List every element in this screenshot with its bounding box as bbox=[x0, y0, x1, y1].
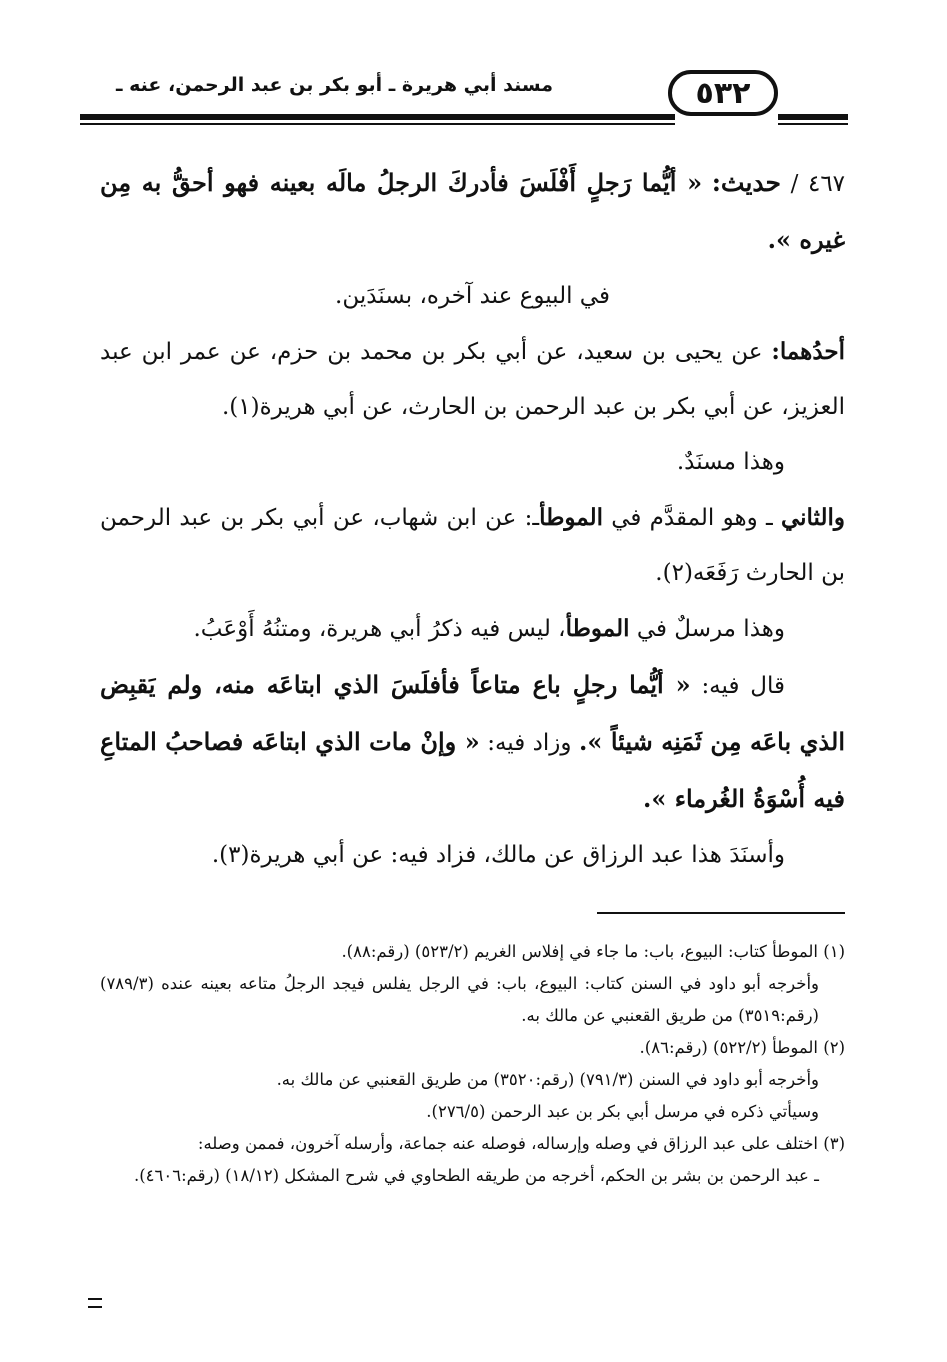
location-line: في البيوع عند آخره، بسنَدَين. bbox=[335, 283, 610, 309]
second-label: والثاني bbox=[780, 504, 845, 531]
second-text: ـ: عن ابن شهاب، عن أبي بكر بن عبد الرحمن بن الحارث رَفَعَه(٢). bbox=[100, 505, 845, 586]
said-pre: قال فيه: bbox=[701, 673, 786, 699]
mursal-pre: وهذا مرسلٌ في bbox=[636, 616, 785, 642]
bottom-mark bbox=[88, 1298, 102, 1308]
first-chain bbox=[100, 324, 845, 435]
page-header bbox=[80, 70, 848, 140]
hadith-text: « أيُّما رَجلٍ أَفْلَسَ فأدركَ الرجلُ مالَه بعينه فهو أحقُّ به مِن غيره ». bbox=[100, 168, 845, 254]
hadith-paragraph bbox=[100, 155, 845, 269]
second-chain bbox=[100, 490, 845, 601]
mursal-note bbox=[100, 601, 845, 657]
said-quote-1: « أيُّما رجلٍ باع متاعاً فأفلَسَ الذي ابتاعَه منه، ولم يَقبِض الذي باعَه مِن ثَمَنِه شيئاً ». bbox=[100, 670, 846, 756]
said-paragraph bbox=[100, 657, 845, 828]
musnad-note: وهذا مسنَدٌ. bbox=[676, 449, 785, 475]
footnote-rule bbox=[597, 912, 845, 914]
footnote-1-cont: وأخرجه أبو داود في السنن كتاب: البيوع، باب: في الرجل يفلس فيجد الرجلُ متاعه بعينه عنده (٧٨٩/٣) (رقم:٣٥١٩) من طريق القعنبي عن مالك به. bbox=[100, 974, 819, 1025]
second-mid: ـ وهو المقدَّم في bbox=[611, 505, 773, 531]
header-rule bbox=[80, 114, 675, 120]
hadith-number: ٤٦٧ / bbox=[790, 171, 846, 197]
running-title: مسند أبي هريرة ـ أبو بكر بن عبد الرحمن، عنه ـ bbox=[116, 74, 553, 96]
mursal-muwatta: الموطأ bbox=[565, 615, 630, 642]
header-rule-thin bbox=[80, 123, 675, 125]
page-number: ٥٣٢ bbox=[668, 70, 778, 116]
footnote-2: (٢) الموطأ (٥٢٢/٢) (رقم:٨٦). bbox=[639, 1038, 845, 1057]
said-mid: وزاد فيه: bbox=[487, 730, 572, 756]
mursal-post: ، ليس فيه ذكرُ أبي هريرة، ومتنُهُ أَوْعَبُ. bbox=[193, 616, 566, 642]
main-text bbox=[100, 155, 845, 883]
asnad-note: وأسنَدَ هذا عبد الرزاق عن مالك، فزاد فيه: عن أبي هريرة(٣). bbox=[211, 842, 785, 868]
footnote-2-cont-2: وسيأتي ذكره في مرسل أبي بكر بن عبد الرحمن (٢٧٦/٥). bbox=[426, 1102, 819, 1121]
footnote-2-cont: وأخرجه أبو داود في السنن (٧٩١/٣) (رقم:٣٥٢٠) من طريق القعنبي عن مالك به. bbox=[276, 1070, 819, 1089]
header-rule-right-thin bbox=[778, 123, 848, 125]
footnote-3-cont: ـ عبد الرحمن بن بشر بن الحكم، أخرجه من طريقه الطحاوي في شرح المشكل (١٨/١٢) (رقم:٤٦٠٦). bbox=[133, 1166, 819, 1185]
footnote-1: (١) الموطأ كتاب: البيوع، باب: ما جاء في إفلاس الغريم (٥٢٣/٢) (رقم:٨٨). bbox=[341, 942, 845, 961]
footnote-3: (٣) اختلف على عبد الرزاق في وصله وإرساله، فوصله عنه جماعة، وأرسله آخرون، فممن وصله: bbox=[197, 1134, 845, 1153]
second-muwatta: الموطأ bbox=[539, 504, 603, 531]
first-text: عن يحيى بن سعيد، عن أبي بكر بن محمد بن حزم، عن عمر ابن عبد العزيز، عن أبي بكر بن عبد الرحمن بن الحارث، عن أبي هريرة(١). bbox=[100, 339, 845, 420]
footnotes bbox=[100, 936, 845, 1192]
header-rule-right bbox=[778, 114, 848, 120]
first-label: أحدُهما: bbox=[771, 338, 845, 365]
said-quote-2: « وإنْ مات الذي ابتاعَه فصاحبُ المتاعِ فيه أُسْوَةُ الغُرماء ». bbox=[100, 727, 845, 813]
hadith-label: حديث: bbox=[711, 168, 781, 197]
